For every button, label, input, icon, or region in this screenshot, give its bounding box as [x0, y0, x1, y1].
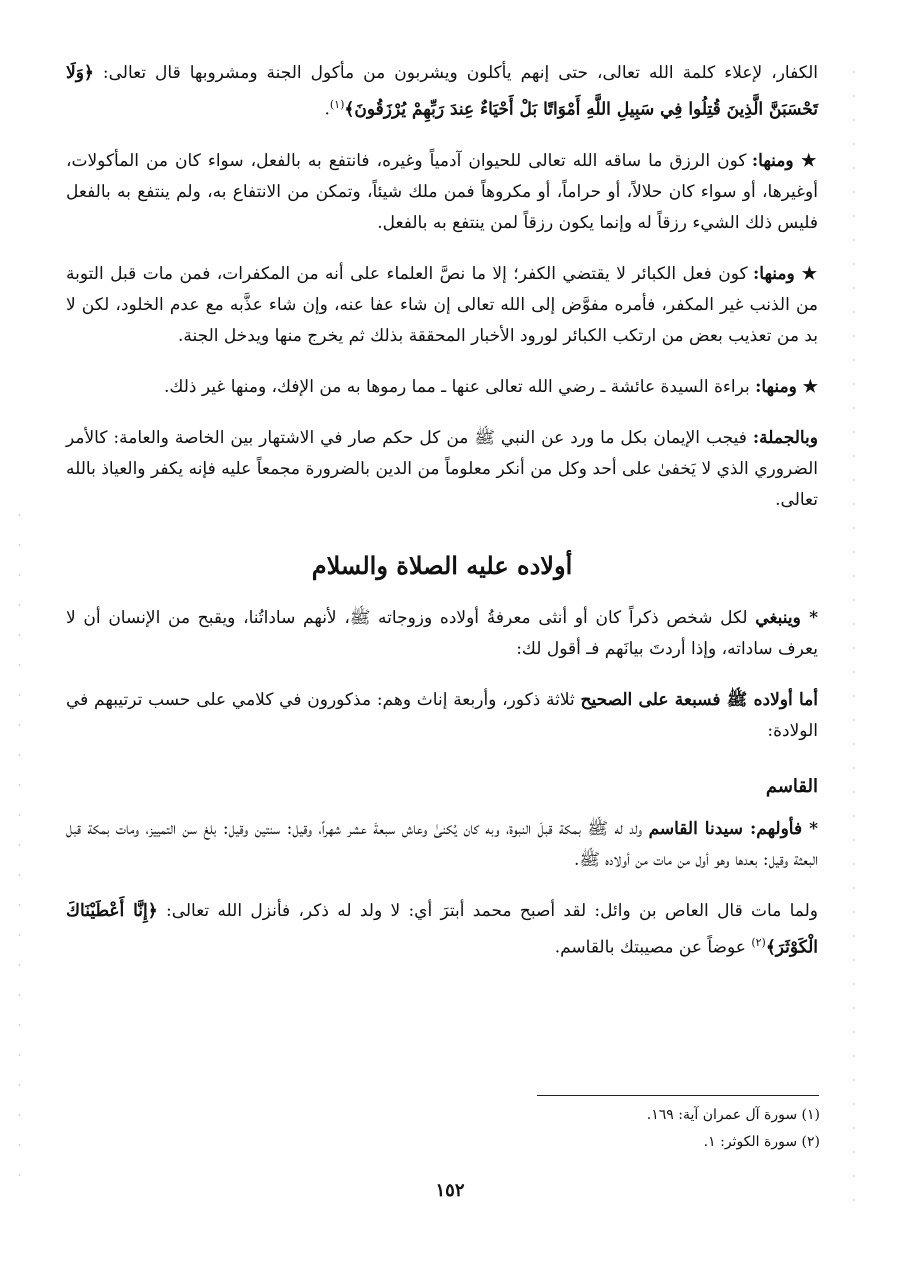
sub-heading: القاسم — [765, 775, 818, 797]
paragraph-lead: ★ ومنها: — [752, 263, 818, 284]
paragraph-lead: أما أولاده ﷺ فسبعة على الصحيح — [580, 689, 818, 710]
scan-artifact — [852, 60, 855, 1210]
footnote-text: سورة آل عمران آية: ١٦٩. — [646, 1107, 798, 1123]
paragraph: ★ ومنها: كون فعل الكبائر لا يقتضي الكفر؛ إلا ما نصَّ العلماء على أنه من المكفرات، فمن مات قبل التوبة من الذنب غير المكفر، فأمره مفوَّض إلى الله تعالى إن شاء عفا عنه، وإن شاء عذَّبه مع عدم الخلود، لكن لا بد من تعذيب بعض من ارتكب الكبائر لورود الأخبار المحققة بذلك ثم يخرج منها ويدخل الجنة. — [66, 263, 818, 346]
paragraph: أما أولاده ﷺ فسبعة على الصحيح ثلاثة ذكور، وأربعة إناث وهم: مذكورون في كلامي على حسب ترتيبهم في الولادة: — [66, 689, 818, 741]
footnote — [520, 1129, 820, 1156]
scan-artifact — [18, 500, 21, 1200]
footnote — [520, 1102, 820, 1129]
main-text — [66, 58, 818, 983]
paragraph: ★ ومنها: كون الرزق ما ساقه الله تعالى للحيوان آدمياً وغيره، فانتفع به بالفعل، سواء كان من المأكولات، أوغيرها، أو سواء كان حلالاً، أو حراماً، أو مكروهاً فمن ملك شيئاً، وتمكن من الانتفاع به، ولم ينتفع به بالفعل فليس ذلك الشيء رزقاً له وإنما يكون رزقاً لمن ينتفع به بالفعل. — [66, 150, 818, 233]
quran-verse: ﴿وَلَا تَحْسَبَنَّ الَّذِينَ قُتِلُوا فِي سَبِيلِ اللَّهِ أَمْوَاتًا بَلْ أَحْيَاءٌ عِندَ رَبِّهِمْ يُرْزَقُونَ﴾ — [66, 63, 818, 120]
paragraph: وبالجملة: فيجب الإيمان بكل ما ورد عن النبي ﷺ من كل حكم صار في الاشتهار بين الخاصة والعامة: كالأمر الضروري الذي لا يَخفىٰ على أحد وكل من أنكر معلوماً من الدين بالضرورة مجمعاً عليه فإنه يكفر والعياذ بالله تعالى. — [66, 427, 818, 510]
paragraph: ولما مات قال العاص بن وائل: لقد أصبح محمد أبترَ أي: لا ولد له ذكر، فأنزل الله تعالى: ﴿إِنَّا أَعْطَيْنَاكَ الْكَوْثَرَ﴾$^{(٢)}$ عوضاً عن مصيبتك بالقاسم. — [66, 900, 818, 958]
paragraph: ★ ومنها: براءة السيدة عائشة ـ رضي الله تعالى عنها ـ مما رموها به من الإفك، ومنها غير ذلك. — [164, 376, 818, 397]
quran-verse: ﴿إِنَّا أَعْطَيْنَاكَ الْكَوْثَرَ﴾ — [66, 900, 818, 958]
paragraph: * فأولهم: سيدنا القاسم ولد له ﷺ بمكة قبلَ النبوة، وبه كان يُكنىٰ وعاش سبعةَ عشر شهراً، وقيل: سنتين وقيل: بلغ سن التمييز، ومات بمكة قبل البعثة وقيل: بعدها وهو أول من مات من أولاده ﷺ. — [66, 818, 818, 870]
footnote-ref[interactable]: (١) — [329, 98, 345, 111]
footnote-text: سورة الكوثر: ١. — [703, 1134, 798, 1150]
footnote-number: (٢) — [801, 1134, 820, 1150]
footnote-number: (١) — [801, 1107, 820, 1123]
page-number: ١٥٢ — [435, 1180, 465, 1201]
paragraph-lead: ★ ومنها: — [755, 376, 818, 397]
paragraph-lead: * وينبغي — [755, 607, 818, 628]
paragraph-lead: وبالجملة: — [752, 427, 818, 448]
footnotes — [520, 1102, 820, 1156]
paragraph: الكفار، لإعلاء كلمة الله تعالى، حتى إنهم يأكلون ويشربون من مأكول الجنة ومشروبها قال تعالى: ﴿وَلَا تَحْسَبَنَّ الَّذِينَ قُتِلُوا فِي سَبِيلِ اللَّهِ أَمْوَاتًا بَلْ أَحْيَاءٌ عِندَ رَبِّهِمْ يُرْزَقُونَ﴾$^{(١)}$. — [66, 63, 818, 120]
paragraph-lead: ★ ومنها: — [751, 150, 818, 171]
footnote-divider — [537, 1095, 819, 1096]
footnote-ref[interactable]: (٢) — [751, 935, 766, 949]
paragraph-lead: * فأولهم: سيدنا القاسم — [648, 818, 818, 839]
section-heading: أولاده عليه الصلاة والسلام — [311, 550, 573, 580]
paragraph: * وينبغي لكل شخص ذكراً كان أو أنثى معرفةُ أولاده وزوجاته ﷺ، لأنهم ساداتُنا، ويقبح من الإنسان أن لا يعرف ساداته، وإذا أردتَ بيانَهم فـ أقول لك: — [66, 607, 818, 659]
